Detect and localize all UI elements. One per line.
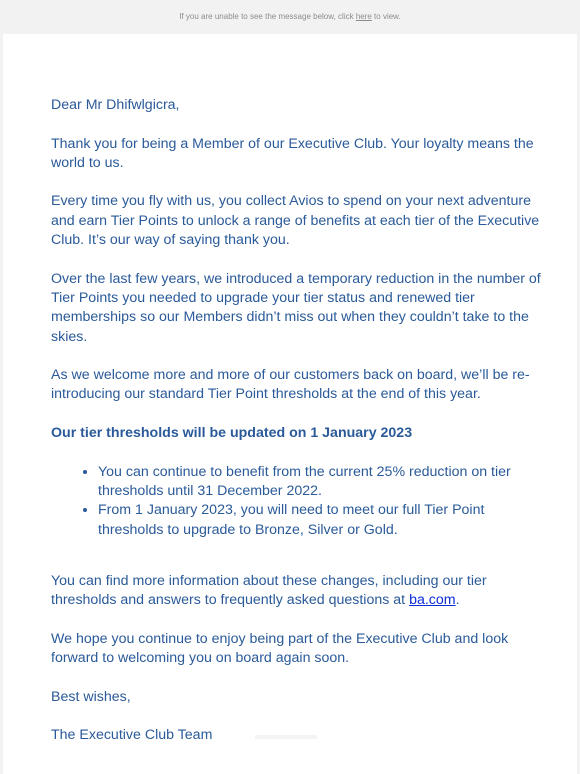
footer-divider [255,735,317,739]
view-online-link[interactable]: here [355,12,372,21]
paragraph-closing: We hope you continue to enjoy being part of the Executive Club and look forward to welcoming you on board again soon. [51,630,509,667]
preheader-text-end: to view. [371,12,401,21]
email-card [3,34,577,774]
paragraph-loyalty: Thank you for being a Member of our Executive Club. Your loyalty means the world to us. [51,135,534,171]
preheader-text: If you are unable to see the message below, click [179,12,356,21]
signoff: Best wishes, [51,688,131,705]
thresholds-heading: Our tier thresholds will be updated on 1 January 2023 [51,425,413,442]
signature: The Executive Club Team [51,727,213,744]
list-item: • You can continue to benefit from the current 25% reduction on tier thresholds until 31 December 2022. [98,463,543,502]
paragraph-avios: Every time you fly with us, you collect Avios to spend on your next adventure and earn Tier Points to unlock a range of benefits at each tier of the Executive Club. It’s our way of saying thank you. [51,193,540,249]
preheader [0,0,580,34]
greeting: Dear Mr Dhifwlgicra, [51,97,180,113]
ba-com-link[interactable]: ba.com [409,592,456,609]
paragraph-more-info [51,572,543,611]
paragraph-reduction: Over the last few years, we introduced a temporary reduction in the number of Tier Points you needed to upgrade your tier status and renewed tier memberships so our Members didn’t miss out when they couldn’t take to the skies. [51,270,541,345]
thresholds-list [51,463,543,540]
paragraph-reintroduce: As we welcome more and more of our customers back on board, we’ll be re-introducing our standard Tier Point thresholds at the end of this year. [51,367,530,403]
email-body [51,96,543,765]
list-item: • From 1 January 2023, you will need to meet our full Tier Point thresholds to upgrade to Bronze, Silver or Gold. [98,501,543,540]
more-info-text: You can find more information about these changes, including our tier thresholds and answers to frequently asked questions at [51,572,487,609]
more-info-end: . [455,592,460,609]
